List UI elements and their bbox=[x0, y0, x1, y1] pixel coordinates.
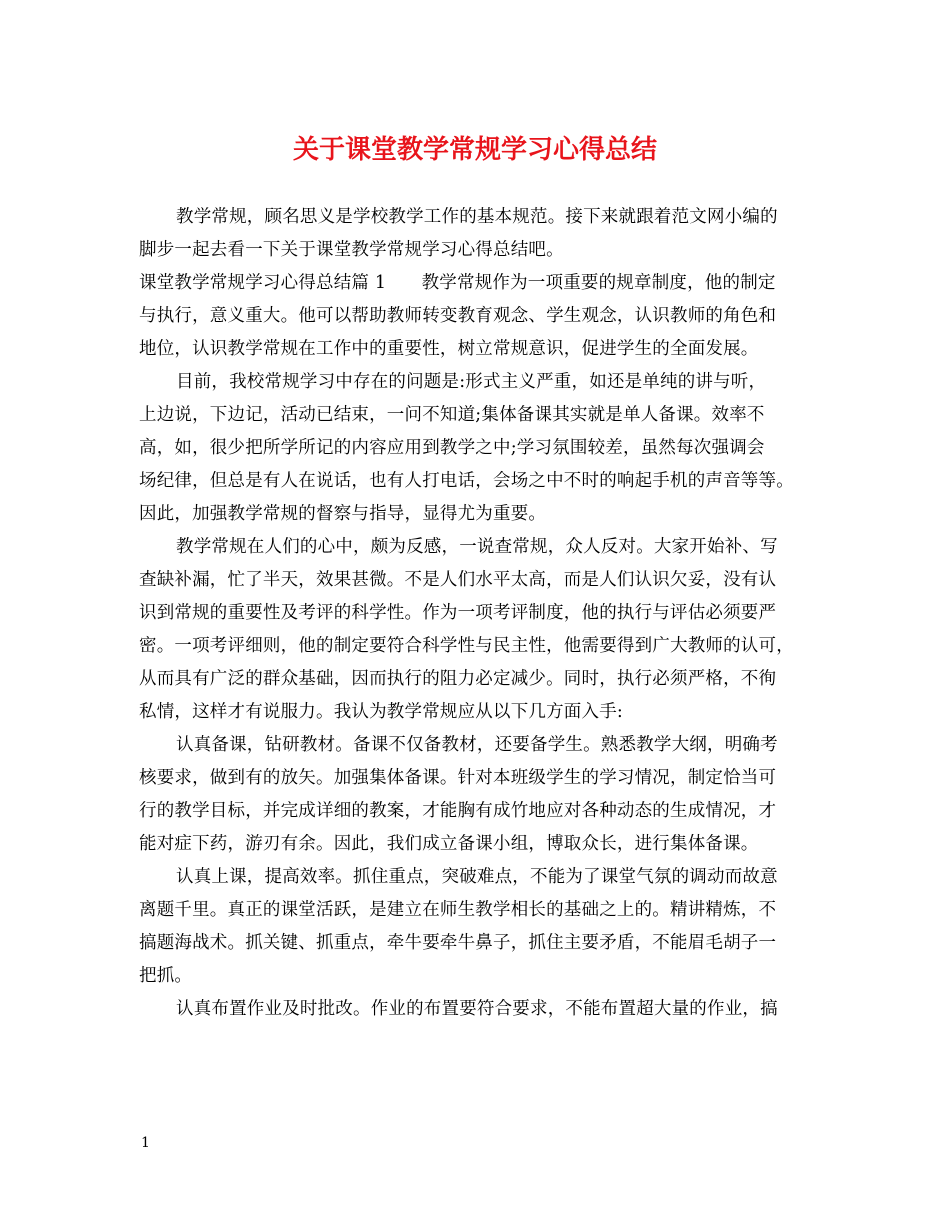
text-line: 从而具有广泛的群众基础，因而执行的阻力必定减少。同时，执行必须严格，不徇 bbox=[139, 669, 777, 689]
text-line: 把抓。 bbox=[139, 966, 193, 986]
text-line: 能对症下药，游刃有余。因此，我们成立备课小组，博取众长，进行集体备课。 bbox=[139, 834, 759, 854]
text-line: 高，如，很少把所学所记的内容应用到教学之中;学习氛围较差，虽然每次强调会 bbox=[139, 438, 765, 458]
text-line: 目前，我校常规学习中存在的问题是:形式主义严重，如还是单纯的讲与听， bbox=[176, 372, 767, 392]
text-line: 行的教学目标，并完成详细的教案，才能胸有成竹地应对各种动态的生成情况，才 bbox=[139, 801, 777, 821]
document-title: 关于课堂教学常规学习心得总结 bbox=[292, 135, 657, 165]
text-line: 认真备课，钻研教材。备课不仅备教材，还要备学生。熟悉教学大纲，明确考 bbox=[176, 735, 778, 755]
text-line: 场纪律，但总是有人在说话，也有人打电话，会场之中不时的响起手机的声音等等。 bbox=[139, 471, 794, 491]
text-line: 认真上课，提高效率。抓住重点，突破难点，不能为了课堂气氛的调动而故意 bbox=[176, 867, 778, 887]
page-number: 1 bbox=[141, 1135, 150, 1151]
text-line: 搞题海战术。抓关键、抓重点，牵牛要牵牛鼻子，抓住主要矛盾，不能眉毛胡子一 bbox=[139, 933, 777, 953]
document-body bbox=[139, 201, 814, 1026]
text-line: 教学常规，顾名思义是学校教学工作的基本规范。接下来就跟着范文网小编的 bbox=[176, 207, 778, 227]
text-line: 脚步一起去看一下关于课堂教学常规学习心得总结吧。 bbox=[139, 240, 564, 260]
text-line: 教学常规在人们的心中，颇为反感，一说查常规，众人反对。大家开始补、写 bbox=[176, 537, 778, 557]
text-line: 与执行，意义重大。他可以帮助教师转变教育观念、学生观念，认识教师的角色和 bbox=[139, 306, 777, 326]
text-line: 查缺补漏，忙了半天，效果甚微。不是人们水平太高，而是人们认识欠妥，没有认 bbox=[139, 570, 777, 590]
text-line: 核要求，做到有的放矢。加强集体备课。针对本班级学生的学习情况，制定恰当可 bbox=[139, 768, 777, 788]
text-line: 私情，这样才有说服力。我认为教学常规应从以下几方面入手: bbox=[139, 702, 623, 722]
text-line: 上边说，下边记，活动已结束，一问不知道;集体备课其实就是单人备课。效率不 bbox=[139, 405, 765, 425]
text-line: 因此，加强教学常规的督察与指导，显得尤为重要。 bbox=[139, 504, 547, 524]
text-line: 课堂教学常规学习心得总结篇 1 教学常规作为一项重要的规章制度，他的制定 bbox=[139, 273, 776, 293]
text-line: 密。一项考评细则，他的制定要符合科学性与民主性，他需要得到广大教师的认可， bbox=[139, 636, 794, 656]
text-line: 离题千里。真正的课堂活跃，是建立在师生教学相长的基础之上的。精讲精炼，不 bbox=[139, 900, 777, 920]
text-line: 认真布置作业及时批改。作业的布置要符合要求，不能布置超大量的作业，搞 bbox=[176, 999, 778, 1019]
text-line: 地位，认识教学常规在工作中的重要性，树立常规意识，促进学生的全面发展。 bbox=[139, 339, 759, 359]
text-line: 识到常规的重要性及考评的科学性。作为一项考评制度，他的执行与评估必须要严 bbox=[139, 603, 777, 623]
